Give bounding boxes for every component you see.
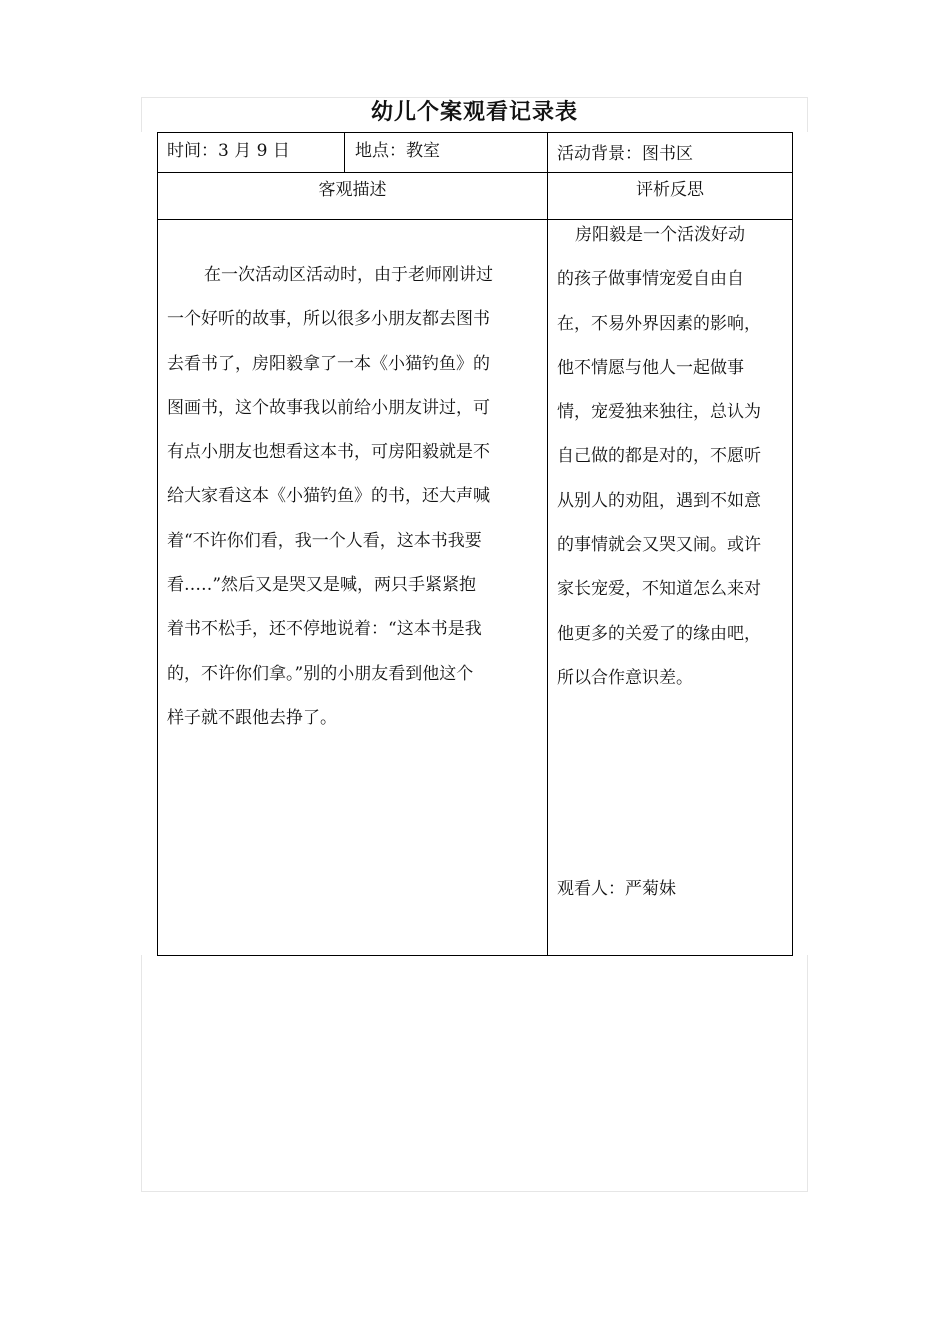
reflection-line: 家长宠爱，不知道怎么来对 [557,579,761,600]
reflection-line: 的孩子做事情宠爱自由自 [557,269,744,290]
reflection-line: 在，不易外界因素的影响， [557,313,761,334]
description-line: 一个好听的故事，所以很多小朋友都去图书 [167,309,490,330]
description-text [167,253,545,740]
description-line: 样子就不跟他去挣了。 [167,707,337,728]
reflection-line: 房阳毅是一个活泼好动 [575,225,745,245]
description-line: 的，不许你们拿。”别的小朋友看到他这个 [167,663,474,684]
description-line: 给大家看这本《小猫钓鱼》的书，还大声喊 [167,486,490,507]
reflection-line: 从别人的劝阻，遇到不如意 [557,490,761,511]
reflection-line: 情，宠爱独来独往，总认为 [557,402,761,423]
description-line: 有点小朋友也想看这本书，可房阳毅就是不 [167,442,490,463]
place-cell: 地点：教室 [355,141,440,161]
page-title: 幼儿个案观看记录表 [370,99,578,125]
reflection-line: 自己做的都是对的，不愿听 [557,446,761,467]
description-line: 图画书，这个故事我以前给小朋友讲过，可 [167,397,490,418]
description-line: 在一次活动区活动时，由于老师刚讲过 [204,265,493,285]
observer-signature: 观看人：严菊妹 [557,879,676,899]
description-line: 着“不许你们看，我一个人看，这本书我要 [167,530,482,551]
row-divider-header [158,172,792,173]
col-divider-main [547,133,548,955]
description-line: 着书不松手，还不停地说着：“这本书是我 [167,619,482,640]
column-heading-description: 客观描述 [318,180,387,200]
reflection-line: 所以合作意识差。 [557,667,693,688]
column-heading-reflection: 评析反思 [636,180,704,200]
reflection-line: 的事情就会又哭又闹。或许 [557,535,761,556]
reflection-text [557,213,791,700]
col-divider-time-place [344,133,345,172]
reflection-line: 他不情愿与他人一起做事 [557,357,744,378]
time-cell: 时间：3 月 9 日 [167,141,290,161]
description-line: 看…‥”然后又是哭又是喊，两只手紧紧抱 [167,575,477,596]
description-line: 去看书了，房阳毅拿了一本《小猫钓鱼》的 [167,353,490,374]
background-cell: 活动背景：图书区 [557,144,693,164]
record-table [157,132,793,956]
page-frame-bottom [141,955,808,1192]
reflection-line: 他更多的关爱了的缘由吧， [557,623,761,644]
